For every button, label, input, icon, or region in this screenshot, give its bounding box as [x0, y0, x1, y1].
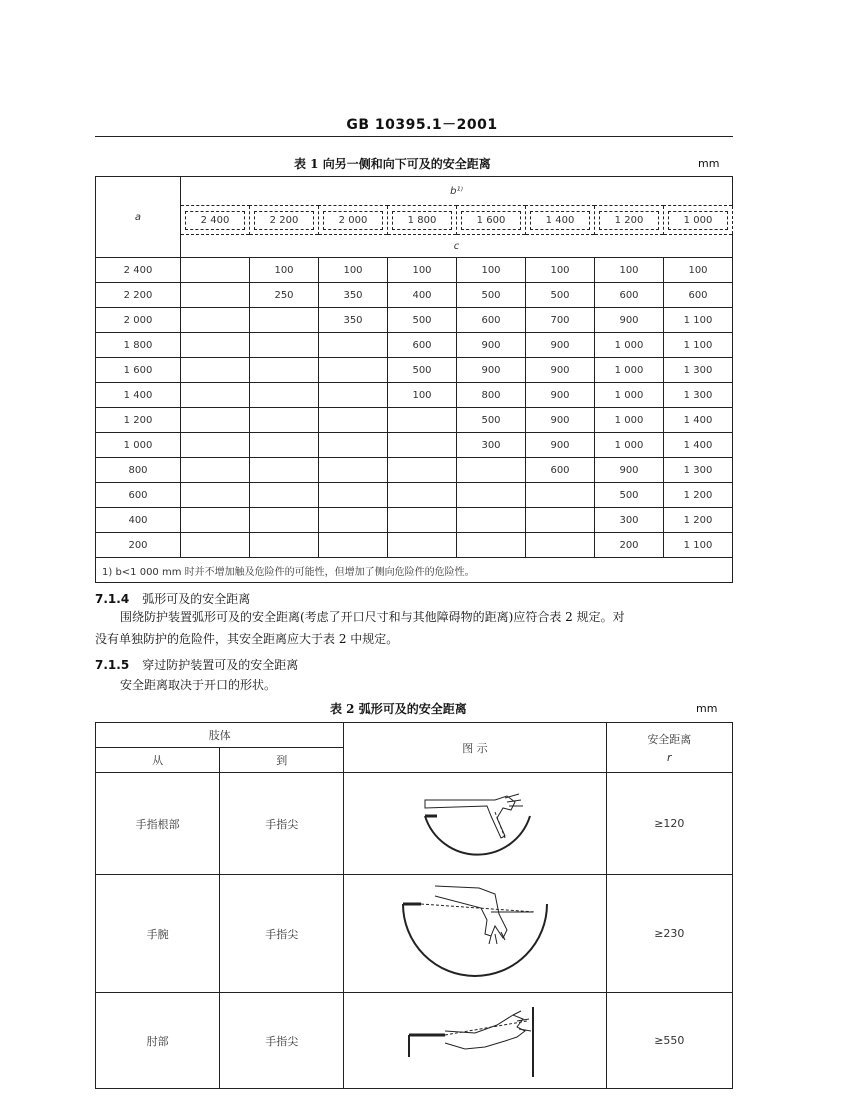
table2-unit: mm — [696, 702, 718, 715]
table1-c-value: 100 — [319, 258, 388, 283]
table1-c-value: 1 000 — [595, 408, 664, 433]
table1-a-value: 1 200 — [96, 408, 181, 433]
table1-c-value: 200 — [595, 533, 664, 558]
table1-c-value: 500 — [388, 308, 457, 333]
table1-b-value-label: 1 800 — [392, 211, 452, 230]
table1-c-value — [526, 533, 595, 558]
table1-row — [96, 283, 733, 308]
table1-row — [96, 333, 733, 358]
table1-c-value: 300 — [595, 508, 664, 533]
table1-c-value — [319, 333, 388, 358]
table1-c-value: 100 — [526, 258, 595, 283]
table1-a-value: 200 — [96, 533, 181, 558]
table1-c-value: 900 — [526, 358, 595, 383]
table1-c-value — [388, 458, 457, 483]
table1-c-value: 1 300 — [664, 458, 733, 483]
section-714-number: 7.1.4 — [95, 592, 130, 606]
table1-c-value — [250, 383, 319, 408]
table1-c-value — [181, 383, 250, 408]
table1-c-value — [250, 508, 319, 533]
table1-row — [96, 483, 733, 508]
table1-c-value: 100 — [457, 258, 526, 283]
table2-row1-to: 手指尖 — [220, 773, 344, 875]
table1-c-value: 350 — [319, 283, 388, 308]
table1-c-value: 1 200 — [664, 508, 733, 533]
table1-c-value — [388, 508, 457, 533]
table1-c-value: 1 300 — [664, 383, 733, 408]
table2-limb-header: 肢体 — [96, 723, 344, 748]
table2-row2-figure — [344, 875, 606, 993]
table1-row — [96, 258, 733, 283]
table1-row — [96, 508, 733, 533]
table1-b-value — [457, 206, 526, 235]
table1-c-value: 900 — [457, 333, 526, 358]
table1-c-value: 900 — [526, 433, 595, 458]
table1-row — [96, 433, 733, 458]
table1-b-value — [664, 206, 733, 235]
table1-a-value: 800 — [96, 458, 181, 483]
fingertip-reach-illustration — [415, 776, 535, 872]
table1-c-value — [181, 408, 250, 433]
table1-c-value — [181, 483, 250, 508]
table1-b-value-label: 1 200 — [599, 211, 659, 230]
table1-c-value: 500 — [457, 283, 526, 308]
table1-c-value: 900 — [526, 333, 595, 358]
table1-c-value: 500 — [457, 408, 526, 433]
section-714-title: 弧形可及的安全距离 — [142, 592, 251, 606]
table1-b-value-label: 2 200 — [254, 211, 314, 230]
table1 — [95, 176, 733, 583]
table2-row2-to: 手指尖 — [220, 875, 344, 993]
table1-c-value: 250 — [250, 283, 319, 308]
table1-row — [96, 408, 733, 433]
table2-row3-distance: ≥550 — [606, 993, 732, 1089]
table1-c-value: 400 — [388, 283, 457, 308]
table1-b-value — [388, 206, 457, 235]
table1-c-value — [526, 483, 595, 508]
table1-c-value: 1 300 — [664, 358, 733, 383]
table1-a-value: 2 000 — [96, 308, 181, 333]
table1-b-value — [319, 206, 388, 235]
table1-c-value — [181, 458, 250, 483]
document-header: GB 10395.1－2001 — [346, 117, 498, 133]
table1-a-value: 1 000 — [96, 433, 181, 458]
table1-c-value: 100 — [595, 258, 664, 283]
table1-c-value: 100 — [250, 258, 319, 283]
section-714-para1: 围绕防护装置弧形可及的安全距离(考虑了开口尺寸和与其他障碍物的距离)应符合表 2 规定。对 — [120, 610, 625, 624]
table1-c-value: 1 200 — [664, 483, 733, 508]
table1-c-value: 900 — [457, 358, 526, 383]
table2-row3-from: 肘部 — [96, 993, 220, 1089]
header-rule — [95, 136, 733, 137]
table1-c-value: 1 400 — [664, 408, 733, 433]
table1-b-header: b¹⁾ — [181, 177, 733, 206]
table1-c-value: 1 100 — [664, 308, 733, 333]
table1-c-value — [319, 483, 388, 508]
table1-c-value: 1 000 — [595, 433, 664, 458]
table1-b-value-label: 1 600 — [461, 211, 521, 230]
table1-row — [96, 308, 733, 333]
elbow-reach-illustration — [405, 1001, 545, 1081]
table1-c-value — [250, 358, 319, 383]
table1-c-value — [181, 258, 250, 283]
table2 — [95, 722, 733, 1089]
table1-a-value: 400 — [96, 508, 181, 533]
section-715-heading — [95, 654, 298, 673]
table1-c-value: 600 — [595, 283, 664, 308]
table1-row — [96, 358, 733, 383]
table1-a-value: 1 400 — [96, 383, 181, 408]
table2-distance-label: 安全距离 — [647, 733, 692, 746]
table2-row3-to: 手指尖 — [220, 993, 344, 1089]
table1-b-value-label: 1 400 — [530, 211, 590, 230]
table1-c-value — [181, 283, 250, 308]
section-715-para1: 安全距离取决于开口的形状。 — [120, 678, 277, 692]
table2-to-header: 到 — [220, 748, 344, 773]
table1-c-value: 100 — [664, 258, 733, 283]
table1-b-values-row — [96, 206, 733, 235]
table1-c-value: 900 — [526, 408, 595, 433]
table1-c-value: 1 100 — [664, 333, 733, 358]
table1-c-value: 1 400 — [664, 433, 733, 458]
table1-c-value — [181, 308, 250, 333]
table1-c-value: 1 000 — [595, 333, 664, 358]
table1-c-value: 100 — [388, 258, 457, 283]
table1-c-value: 600 — [526, 458, 595, 483]
table1-a-value: 2 400 — [96, 258, 181, 283]
section-715-number: 7.1.5 — [95, 658, 130, 672]
table1-c-value — [319, 408, 388, 433]
table1-c-value — [388, 433, 457, 458]
table1-c-value: 500 — [526, 283, 595, 308]
table2-row1-figure — [344, 773, 606, 875]
table2-from-header: 从 — [96, 748, 220, 773]
table1-a-value: 1 600 — [96, 358, 181, 383]
table1-c-value — [319, 508, 388, 533]
table1-c-value — [181, 508, 250, 533]
section-714-para2: 没有单独防护的危险件，其安全距离应大于表 2 中规定。 — [95, 632, 399, 646]
table2-figure-header: 图 示 — [344, 723, 606, 773]
table1-c-value — [388, 483, 457, 508]
table1-c-value: 1 100 — [664, 533, 733, 558]
table1-c-value: 1 000 — [595, 383, 664, 408]
table1-c-value: 350 — [319, 308, 388, 333]
table1-b-value — [181, 206, 250, 235]
table1-b-value — [526, 206, 595, 235]
table1-b-value — [595, 206, 664, 235]
table2-distance-header — [606, 723, 732, 773]
table1-unit: mm — [698, 157, 720, 170]
table1-c-value: 900 — [526, 383, 595, 408]
table1-c-value — [250, 308, 319, 333]
table2-row1-distance: ≥120 — [606, 773, 732, 875]
table1-c-value: 700 — [526, 308, 595, 333]
wrist-reach-illustration — [395, 880, 555, 988]
table1-b-value-label: 1 000 — [668, 211, 728, 230]
table1-c-value — [388, 408, 457, 433]
table1-c-value: 800 — [457, 383, 526, 408]
table1-c-value: 900 — [595, 458, 664, 483]
table1-c-value — [181, 533, 250, 558]
table1-c-value: 500 — [595, 483, 664, 508]
table1-c-value — [457, 458, 526, 483]
table1-c-value: 1 000 — [595, 358, 664, 383]
table1-c-value — [319, 433, 388, 458]
table1-a-header: a — [96, 177, 181, 258]
table1-c-value — [388, 533, 457, 558]
table1-c-value — [319, 383, 388, 408]
table1-c-value — [250, 533, 319, 558]
table1-caption: 表 1 向另一侧和向下可及的安全距离 — [294, 157, 491, 171]
table1-c-value: 900 — [595, 308, 664, 333]
table2-row2-from: 手腕 — [96, 875, 220, 993]
table1-c-value — [319, 458, 388, 483]
table1-a-value: 1 800 — [96, 333, 181, 358]
table1-c-header: c — [181, 235, 733, 258]
table1-c-value — [250, 483, 319, 508]
table1-c-value: 100 — [388, 383, 457, 408]
table1-c-value: 600 — [664, 283, 733, 308]
table1-c-value — [250, 333, 319, 358]
table1-c-value — [319, 533, 388, 558]
table1-c-value: 300 — [457, 433, 526, 458]
table1-c-value — [250, 408, 319, 433]
table1-row — [96, 533, 733, 558]
table2-row3-figure — [344, 993, 606, 1089]
table2-row2-distance: ≥230 — [606, 875, 732, 993]
table1-c-value: 600 — [457, 308, 526, 333]
table1-c-value — [250, 458, 319, 483]
table1-c-value: 500 — [388, 358, 457, 383]
table1-b-value — [250, 206, 319, 235]
table1-row — [96, 458, 733, 483]
table1-row — [96, 383, 733, 408]
table1-c-value: 600 — [388, 333, 457, 358]
section-715-title: 穿过防护装置可及的安全距离 — [142, 658, 299, 672]
table1-c-value — [457, 483, 526, 508]
table1-c-value — [181, 333, 250, 358]
table1-footnote: 1) b<1 000 mm 时并不增加触及危险件的可能性，但增加了侧向危险件的危险性。 — [96, 558, 733, 583]
table1-b-value-label: 2 000 — [323, 211, 383, 230]
table1-c-value — [181, 433, 250, 458]
table1-c-value — [319, 358, 388, 383]
table1-a-value: 600 — [96, 483, 181, 508]
table1-c-value — [526, 508, 595, 533]
table2-caption: 表 2 弧形可及的安全距离 — [330, 702, 467, 716]
table1-c-value — [457, 508, 526, 533]
table1-b-value-label: 2 400 — [185, 211, 245, 230]
table1-a-value: 2 200 — [96, 283, 181, 308]
table1-c-value — [181, 358, 250, 383]
table1-c-value — [250, 433, 319, 458]
table2-distance-symbol: r — [667, 751, 672, 764]
section-714-heading — [95, 588, 250, 607]
table1-c-value — [457, 533, 526, 558]
table2-row1-from: 手指根部 — [96, 773, 220, 875]
